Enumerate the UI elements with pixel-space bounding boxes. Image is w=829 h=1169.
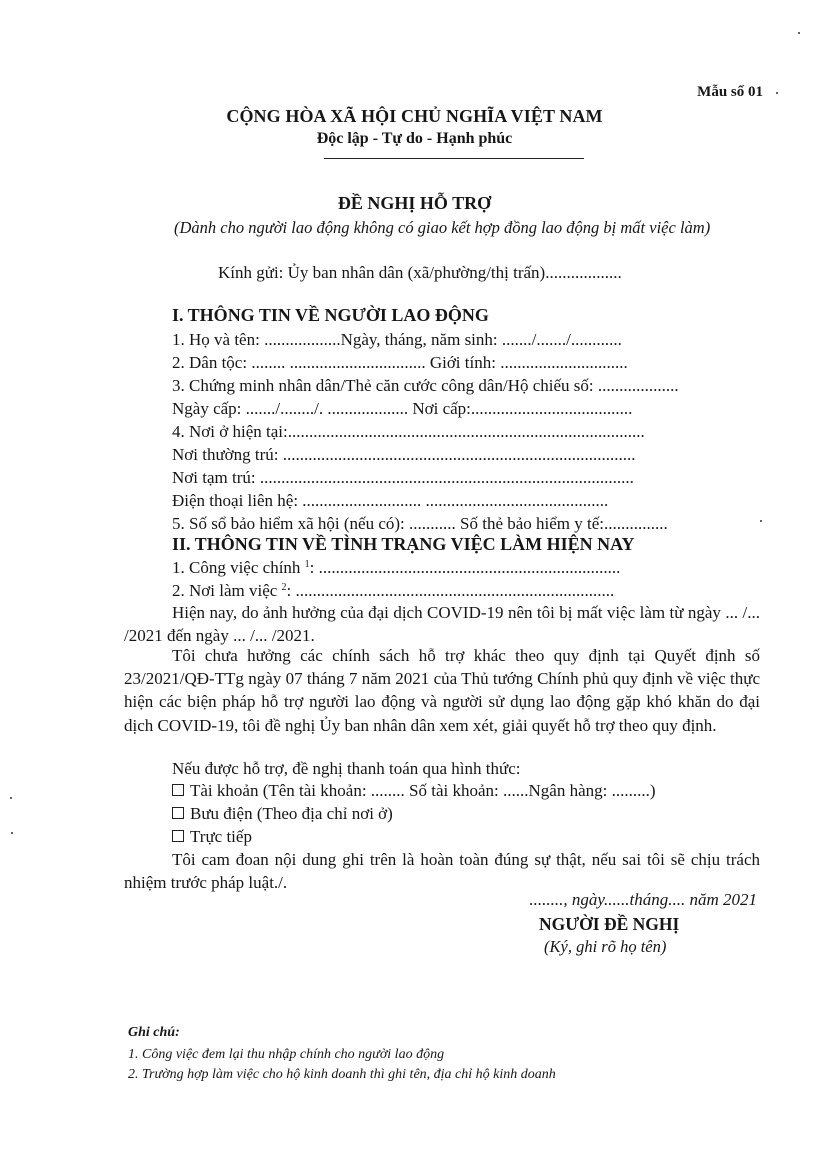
main-job-dots: : .......................................................................	[309, 558, 621, 577]
notes-heading: Ghi chú:	[128, 1025, 180, 1040]
checkbox-icon[interactable]	[172, 784, 184, 796]
field-temporary-address: Nơi tạm trú: ........................................................................................	[172, 468, 634, 487]
note-item-2: 2. Trường hợp làm việc cho hộ kinh doanh thì ghi tên, địa chỉ hộ kinh doanh	[128, 1067, 556, 1082]
scan-speck	[10, 797, 12, 799]
payment-intro: Nếu được hỗ trợ, đề nghị thanh toán qua hình thức:	[172, 759, 521, 778]
workplace-label: 2. Nơi làm việc	[172, 581, 282, 600]
paragraph-request: Tôi chưa hưởng các chính sách hỗ trợ khác theo quy định tại Quyết định số 23/2021/QĐ-TTg ngày 07 tháng 7 năm 2021 của Thủ tướng Chính phủ quy định về việc thực hiện các biện pháp hỗ trợ người lao động và người sử dụng lao động gặp khó khăn do đại dịch COVID-19, tôi đề nghị Ủy ban nhân dân xem xét, giải quyết hỗ trợ theo quy định.	[124, 646, 760, 735]
checkbox-icon[interactable]	[172, 830, 184, 842]
field-current-address: 4. Nơi ở hiện tại:....................................................................................	[172, 422, 645, 441]
signer-title: NGƯỜI ĐỀ NGHỊ	[539, 914, 680, 934]
signature-date: ........, ngày......tháng.... năm 2021	[529, 890, 757, 909]
document-subtitle: (Dành cho người lao động không có giao kết hợp đồng lao động bị mất việc làm)	[174, 218, 711, 237]
field-permanent-address: Nơi thường trú: ...................................................................................	[172, 445, 636, 464]
scan-speck	[760, 520, 762, 522]
nation-title: CỘNG HÒA XÃ HỘI CHỦ NGHĨA VIỆT NAM	[226, 106, 603, 126]
form-number: Mẫu số 01	[697, 84, 763, 100]
payment-option-bank[interactable]: Tài khoản (Tên tài khoản: ........ Số tài khoản: ......Ngân hàng: .........)	[172, 781, 656, 801]
field-full-name-dob: 1. Họ và tên: ..................Ngày, tháng, năm sinh: ......./......./............	[172, 330, 622, 349]
paragraph-lost-job: Hiện nay, do ảnh hưởng của đại dịch COVID-19 nên tôi bị mất việc làm từ ngày ... /... /2021 đến ngày ... /... /2021.	[124, 603, 760, 646]
footnote-ref-1: 1	[304, 559, 310, 570]
field-main-job	[172, 558, 620, 578]
field-id-number: 3. Chứng minh nhân dân/Thẻ căn cước công dân/Hộ chiếu số: ...................	[172, 376, 679, 395]
note-item-1: 1. Công việc đem lại thu nhập chính cho người lao động	[128, 1047, 445, 1062]
field-phone: Điện thoại liên hệ: ............................ ...........................................	[172, 491, 609, 510]
field-ethnicity-gender: 2. Dân tộc: ........ ................................ Giới tính: ..............................	[172, 353, 628, 372]
section-2-heading: II. THÔNG TIN VỀ TÌNH TRẠNG VIỆC LÀM HIỆN NAY	[172, 534, 635, 554]
signature-instruction: (Ký, ghi rõ họ tên)	[544, 937, 667, 956]
payment-option-post[interactable]: Bưu điện (Theo địa chỉ nơi ở)	[172, 804, 393, 824]
scan-speck	[776, 92, 778, 94]
field-insurance-numbers: 5. Số sổ bảo hiểm xã hội (nếu có): ........... Số thẻ bảo hiểm y tế:...............	[172, 514, 668, 533]
main-job-label: 1. Công việc chính	[172, 558, 305, 577]
checkbox-icon[interactable]	[172, 807, 184, 819]
scan-speck	[798, 32, 800, 34]
national-motto: Độc lập - Tự do - Hạnh phúc	[316, 130, 513, 147]
field-issue-date-place: Ngày cấp: ......./......../. ................... Nơi cấp:......................................	[172, 399, 633, 418]
section-1-heading: I. THÔNG TIN VỀ NGƯỜI LAO ĐỘNG	[172, 305, 489, 325]
footnote-ref-2: 2	[281, 582, 287, 593]
payment-option-direct[interactable]: Trực tiếp	[172, 827, 252, 847]
workplace-dots: : ...........................................................................	[286, 581, 615, 600]
scan-speck	[11, 832, 13, 834]
addressee-line: Kính gửi: Ủy ban nhân dân (xã/phường/thị trấn)..................	[218, 263, 622, 282]
field-workplace	[172, 581, 614, 601]
paragraph-commitment: Tôi cam đoan nội dung ghi trên là hoàn toàn đúng sự thật, nếu sai tôi sẽ chịu trách nhiệm trước pháp luật./.	[124, 850, 760, 893]
motto-underline	[324, 158, 584, 159]
document-title: ĐỀ NGHỊ HỖ TRỢ	[337, 193, 492, 213]
